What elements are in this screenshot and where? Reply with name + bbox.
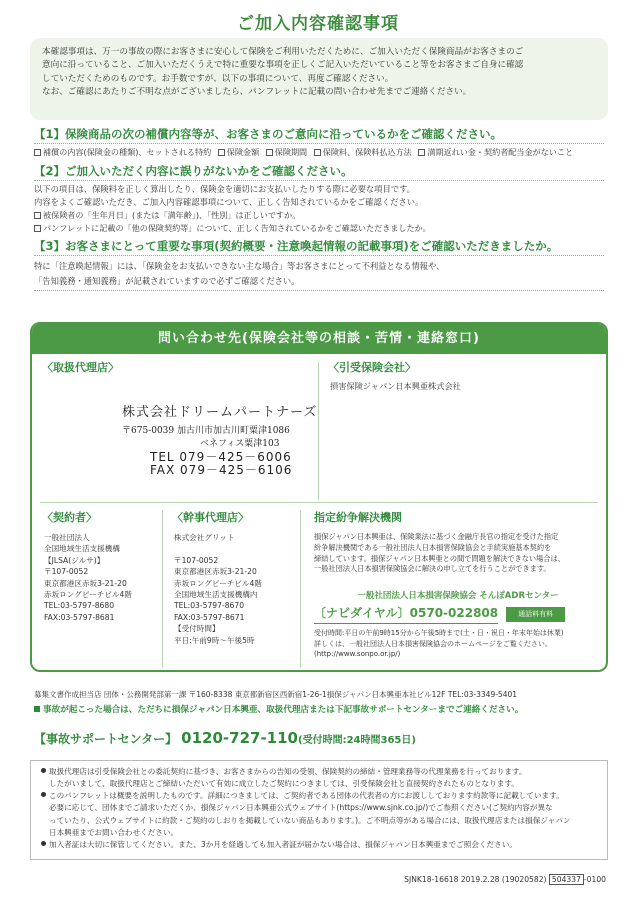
note-line: っていたり、公式ウェブサイトに約款・ご契約のしおりを掲載していない商品もあります。)。ご不明点等がある場合には、取扱代理店または損保ジャパン — [49, 815, 571, 825]
checkbox[interactable] — [314, 149, 321, 156]
agency-name: 株式会社ドリームパートナーズ — [122, 405, 318, 420]
checkbox[interactable] — [418, 149, 425, 156]
note-line — [41, 790, 597, 802]
bullet-icon — [41, 768, 46, 773]
note-line: したがいまして、取扱代理店とご締結いただいて有効に成立したご契約につきましては、引受保険会社と直接契約されたものとなります。 — [49, 779, 519, 789]
section1-heading: 【1】保険商品の次の補償内容等が、お客さまのご意向に沿っているかをご確認ください。 — [34, 127, 502, 141]
intro-line: していただくためのものです。お手数ですが、以下の事項について、再度ご確認ください。 — [42, 73, 394, 84]
adr-label: 指定紛争解決機関 — [314, 511, 402, 524]
note-line: 必要に応じて、団体までご請求いただくか、損保ジャパン日本興亜公式ウェブサイト(https://www.sjnk.co.jp/)でご参照ください(ご契約内容が異な — [49, 803, 553, 813]
adr-dial-label: 〔ナビダイヤル〕 — [314, 605, 410, 623]
note-text: 加入者証は大切に保管してください。また、3か月を経過しても加入者証が届かない場合は、損保ジャパン日本興亜までご照会ください。 — [49, 839, 517, 849]
section2-line: 以下の項目は、保険料を正しく算出したり、保険金を適切にお支払いしたりする際に必要な項目です。 — [34, 184, 415, 194]
divider — [34, 180, 604, 181]
agency-address-building: ベネフィス粟津103 — [200, 438, 280, 449]
checkbox[interactable] — [266, 149, 273, 156]
section2-heading: 【2】ご加入いただく内容に誤りがないかをご確認ください。 — [34, 164, 353, 178]
section2-line: 内容をよくご確認いただき、ご加入内容確認事項について、正しく告知されているかをご確認ください。 — [34, 197, 424, 207]
adr-center — [314, 590, 602, 624]
square-bullet-icon — [34, 706, 40, 712]
section3-line: 「告知義務・通知義務」が記載されていますので必ずご確認ください。 — [34, 276, 300, 286]
section2-check — [34, 210, 300, 222]
intro-line: 本確認事項は、万一の事故の際にお客さまに安心して保険をご利用いただくために、ご加入いただく保険商品がお客さまのご — [42, 47, 524, 57]
section3-line: 特に「注意喚起情報」には、「保険金をお支払いできない主な場合」等お客さまにとって不利益となる情報や、 — [34, 261, 445, 271]
contractor-label: 〈契約者〉 — [42, 511, 97, 524]
page-title: ご加入内容確認事項 — [237, 14, 399, 34]
note-text: このパンフレットは概要を説明したものです。詳細につきましては、ご契約者である団体の代表者の方にお渡ししております約款等に記載しています。 — [49, 791, 564, 801]
divider — [34, 290, 604, 291]
divider — [40, 502, 598, 503]
check-label: パンフレットに記載の「他の保険契約等」について、正しく告知されているかをご確認いただきましたか。 — [43, 223, 431, 233]
intro-line: 意向に沿っていること、ご加入いただくうえで特に重要な事項を正しくご記入いただいていること等をお客さまご自身に確認 — [42, 60, 524, 71]
agency-tel: TEL 079－425－6006 — [150, 449, 292, 464]
insurer-name: 損害保険ジャパン日本興亜株式会社 — [330, 381, 461, 391]
accident-center-label: 【事故サポートセンター】 — [34, 732, 178, 746]
check-label: 保険料、保険料払込方法 — [322, 147, 412, 157]
checkbox[interactable] — [218, 149, 225, 156]
code-prefix: SJNK18-16618 2019.2.28 (19020582) — [404, 875, 547, 884]
managing-agency-label: 〈幹事代理店〉 — [172, 511, 249, 524]
agency-stamp — [122, 404, 317, 476]
divider — [318, 362, 319, 500]
note-line: 日本興亜までお問い合わせください。 — [49, 827, 179, 837]
agency-fax: FAX 079－425－6106 — [150, 462, 293, 477]
note-text: 取扱代理店は引受保険会社との委託契約に基づき、お客さまからの告知の受領、保険契約の締結・管理業務等の代理業務を行っております。 — [49, 767, 527, 776]
accident-center — [34, 728, 416, 750]
section2-check — [34, 223, 431, 235]
accident-note — [34, 704, 523, 716]
adr-hours: 受付時間:平日の午前9時15分から午後5時まで(土・日・祝日・年末年始は休業) 詳しくは、一般社団法人日本損害保険協会のホームページをご覧ください。 (http://www.sonpo.or.jp/) — [314, 629, 564, 658]
issuer-info: 募集文書作成担当店 団体・公務開発部第一課 〒160-8338 東京都新宿区西新宿1-26-1損保ジャパン日本興亜本社ビル12F TEL:03-3349-5401 — [34, 690, 518, 699]
check-label: 保険期間 — [274, 147, 308, 157]
intro-line: なお、ご確認にあたりご不明な点がございましたら、パンフレットに記載の問い合わせ先までご連絡ください。 — [42, 86, 472, 97]
contractor-info: 一般社団法人 全国地域生活支援機構 【JLSA(ジルサ)】 〒107-0052 東京都港区赤坂3-21-20 赤坂ロングビーチビル4階 TEL:03-5797-8680 FAX:03-5797-8681 — [44, 533, 132, 622]
adr-center-name: 一般社団法人日本損害保険協会 そんぽADRセンター — [357, 591, 559, 601]
checkbox[interactable] — [34, 149, 41, 156]
check-label: 満期返れい金・契約者配当金がないこと — [427, 147, 574, 157]
adr-description: 損保ジャパン日本興亜は、保険業法に基づく金融庁長官の指定を受けた指定 紛争解決機関である一般社団法人日本損害保険協会と手続実施基本契約を 締結しています。損保ジャパン日本興亜との間で問題を解決できない場合は、 一般社団法人日本損害保険協会に解決の申し立てを行うことができます。 — [314, 532, 565, 574]
note-line — [41, 839, 597, 851]
checkbox[interactable] — [34, 225, 41, 232]
toll-badge: 通話料有料 — [506, 607, 565, 621]
check-label: 補償の内容(保険金の種類)、セットされる特約 — [43, 147, 212, 157]
divider — [162, 510, 163, 668]
section3-heading: 【3】お客さまにとって重要な事項(契約概要・注意喚起情報の記載事項)をご確認いただきましたか。 — [34, 239, 559, 253]
contact-heading: 問い合わせ先(保険会社等の相談・苦情・連絡窓口) — [32, 324, 606, 354]
note-line — [41, 766, 597, 778]
adr-dial-row — [314, 605, 602, 623]
notes-box — [30, 760, 608, 860]
bullet-icon — [41, 792, 46, 797]
bullet-icon — [41, 841, 46, 846]
section1-checklist — [34, 147, 573, 159]
intro-box — [30, 38, 608, 120]
adr-dial-number: 0570-022808 — [410, 605, 498, 623]
divider — [34, 143, 604, 144]
accident-note-text: 事故が起こった場合は、ただちに損保ジャパン日本興亜、取扱代理店または下記事故サポートセンターまでご連絡ください。 — [43, 705, 524, 715]
managing-agency-info: 株式会社グリット 〒107-0052 東京都港区赤坂3-21-20 赤坂ロングビーチビル4階 全国地域生活支援機構内 TEL:03-5797-8670 FAX:03-5797-8671 【受付時間】 平日:午前9時～午後5時 — [174, 533, 262, 645]
check-label: 被保険者の「生年月日」(または「満年齢」)、「性別」は正しいですか。 — [43, 210, 301, 220]
document-code — [404, 874, 606, 885]
divider — [300, 510, 301, 668]
divider — [34, 255, 604, 256]
insurer-label: 〈引受保険会社〉 — [328, 361, 416, 374]
accident-center-number: 0120-727-110 — [181, 729, 298, 747]
code-suffix: -0100 — [583, 875, 606, 884]
contact-box — [30, 322, 608, 672]
agency-label: 〈取扱代理店〉 — [42, 361, 119, 374]
checkbox[interactable] — [34, 212, 41, 219]
check-label: 保険金額 — [226, 147, 260, 157]
accident-center-hours: (受付時間:24時間365日) — [298, 735, 416, 746]
agency-address: 〒675-0039 加古川市加古川町粟津1086 — [122, 425, 290, 436]
code-boxed: 504337 — [549, 874, 584, 885]
